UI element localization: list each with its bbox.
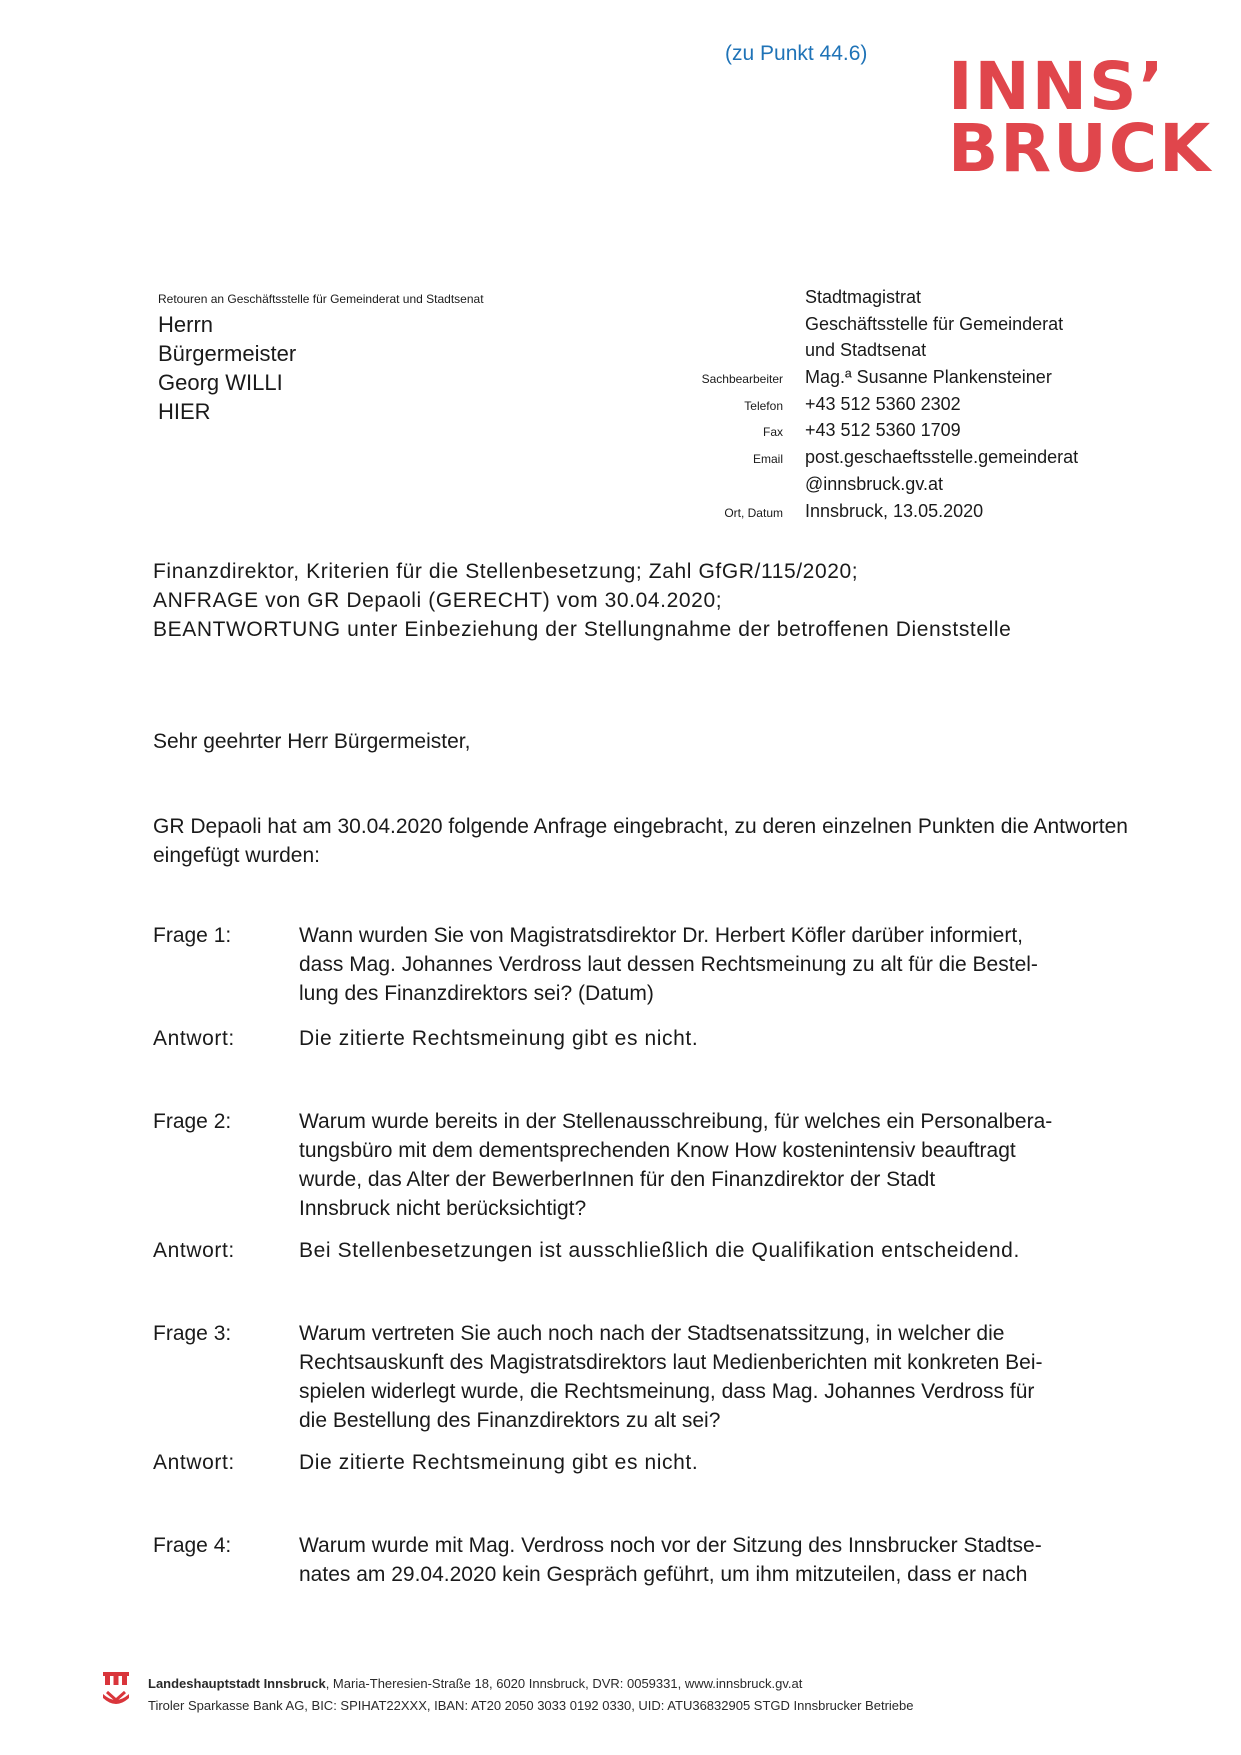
email-label: Email (752, 452, 783, 467)
city-coat-of-arms-icon (103, 1672, 129, 1710)
question-label: Frage 1: (153, 924, 232, 947)
sender-org-line: Stadtmagistrat (805, 287, 922, 307)
sender-labels (600, 286, 783, 526)
footer-org-name: Landeshauptstadt Innsbruck (148, 1676, 326, 1691)
recipient-line: Herrn (158, 312, 214, 337)
subject-line: BEANTWORTUNG unter Einbeziehung der Stellungnahme der betroffenen Dienststelle (153, 618, 1012, 641)
sender-org-line: und Stadtsenat (805, 340, 927, 361)
footer (148, 1673, 913, 1717)
logo-line-1: INNS’ (948, 48, 1166, 125)
footer-line-1 (148, 1673, 913, 1695)
question-line: lung des Finanzdirektors sei? (Datum) (299, 982, 654, 1005)
answer-text: Die zitierte Rechtsmeinung gibt es nicht. (299, 1451, 699, 1474)
question-line: Innsbruck nicht berücksichtigt? (299, 1197, 587, 1220)
question-line: dass Mag. Johannes Verdross laut dessen Rechtsmeinung zu alt für die Bestel- (299, 953, 1038, 976)
subject-line: ANFRAGE von GR Depaoli (GERECHT) vom 30.04.2020; (153, 589, 723, 612)
question-line: Wann wurden Sie von Magistratsdirektor Dr. Herbert Köfler darüber informiert, (299, 924, 1024, 947)
clerk-value: Mag.ª Susanne Plankensteiner (805, 367, 1052, 388)
answer-label: Antwort: (153, 1027, 235, 1050)
question-label: Frage 3: (153, 1322, 232, 1345)
phone-value: +43 512 5360 2302 (805, 393, 961, 414)
question-line: Rechtsauskunft des Magistratsdirektors laut Medienberichten mit konkreten Bei- (299, 1351, 1043, 1374)
sender-org-line: Geschäftsstelle für Gemeinderat (805, 313, 1064, 334)
answer-text: Bei Stellenbesetzungen ist ausschließlich die Qualifikation entscheidend. (299, 1239, 1020, 1262)
question-text (299, 921, 1134, 1008)
intro-paragraph: GR Depaoli hat am 30.04.2020 folgende Anfrage eingebracht, zu deren einzelnen Punkten die Antworten eingefügt wurden: (153, 815, 1128, 867)
question-line: tungsbüro mit dem dementsprechenden Know How kostenintensiv beauftragt (299, 1139, 1016, 1162)
question-line: wurde, das Alter der BewerberInnen für den Finanzdirektor der Stadt (299, 1168, 936, 1191)
logo-line-2: BRUCK (948, 110, 1213, 187)
recipient-line: Georg WILLI (158, 370, 283, 395)
fax-value: +43 512 5360 1709 (805, 420, 961, 441)
return-address-note: Retouren an Geschäftsstelle für Gemeinderat und Stadtsenat (158, 292, 484, 306)
footer-line-2: Tiroler Sparkasse Bank AG, BIC: SPIHAT22XXX, IBAN: AT20 2050 3033 0192 0330, UID: ATU36832905 STGD Innsbrucker Betriebe (148, 1698, 914, 1713)
clerk-label: Sachbearbeiter (701, 372, 783, 387)
innsbruck-logo (948, 48, 1213, 187)
email-value: post.geschaeftsstelle.gemeinderat (805, 447, 1079, 468)
footer-address: , Maria-Theresien-Straße 18, 6020 Innsbruck, DVR: 0059331, www.innsbruck.gv.at (325, 1676, 803, 1691)
question-text (299, 1319, 1134, 1435)
question-line: nates am 29.04.2020 kein Gespräch geführt, um ihm mitzuteilen, dass er nach (299, 1563, 1028, 1586)
phone-label: Telefon (744, 398, 783, 413)
answer-label: Antwort: (153, 1451, 235, 1474)
question-text (299, 1531, 1134, 1589)
salutation: Sehr geehrter Herr Bürgermeister, (153, 730, 471, 753)
letter-subject (153, 557, 1011, 644)
date-label: Ort, Datum (724, 505, 783, 520)
question-label: Frage 2: (153, 1110, 232, 1133)
answer-text: Die zitierte Rechtsmeinung gibt es nicht. (299, 1027, 699, 1050)
date-value: Innsbruck, 13.05.2020 (805, 500, 984, 521)
question-line: Warum wurde mit Mag. Verdross noch vor der Sitzung des Innsbrucker Stadtse- (299, 1534, 1042, 1557)
answer-label: Antwort: (153, 1239, 235, 1262)
sender-values (805, 284, 1078, 524)
recipient-line: HIER (158, 399, 211, 424)
recipient-address (158, 310, 296, 426)
question-line: die Bestellung des Finanzdirektors zu alt sei? (299, 1409, 721, 1432)
question-line: spielen widerlegt wurde, die Rechtsmeinung, dass Mag. Johannes Verdross für (299, 1380, 1035, 1403)
question-line: Warum vertreten Sie auch noch nach der Stadtsenatssitzung, in welcher die (299, 1322, 1005, 1345)
question-label: Frage 4: (153, 1534, 232, 1557)
subject-line: Finanzdirektor, Kriterien für die Stellenbesetzung; Zahl GfGR/115/2020; (153, 560, 859, 583)
question-text (299, 1107, 1134, 1223)
agenda-reference: (zu Punkt 44.6) (725, 42, 868, 65)
email-value-continued: @innsbruck.gv.at (805, 473, 943, 494)
question-line: Warum wurde bereits in der Stellenausschreibung, für welches ein Personalbera- (299, 1110, 1053, 1133)
fax-label: Fax (762, 425, 783, 440)
recipient-line: Bürgermeister (158, 341, 297, 366)
